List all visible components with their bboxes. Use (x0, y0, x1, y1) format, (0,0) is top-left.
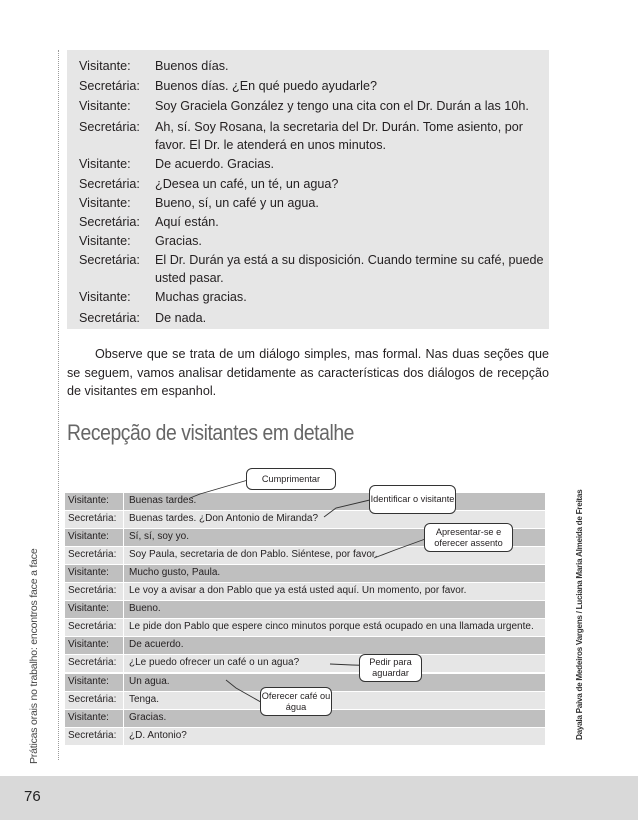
page-footer (0, 776, 638, 820)
utterance-text: El Dr. Durán ya está a su disposición. Cuando termine su café, puede usted pasar. (155, 253, 544, 285)
connector-apresentar (374, 538, 428, 558)
utterance-text: Muchas gracias. (155, 290, 247, 304)
utterance-text: Buenos días. (155, 59, 229, 73)
callout-pedir: Pedir para aguardar (359, 654, 422, 682)
utterance-cell: ¿Le puedo ofrecer un café o un agua? (129, 657, 300, 669)
callout-apresentar: Apresentar-se e oferecer assento (424, 523, 513, 552)
speaker-label: Visitante: (79, 59, 131, 73)
utterance-cell: Sí, sí, soy yo. (129, 531, 190, 543)
utterance-cell: ¿D. Antonio? (129, 729, 187, 741)
authors-vertical: Dayala Paiva de Medeiros Vargens / Luciana Maria Almeida de Freitas (575, 489, 584, 740)
utterance-cell: Gracias. (129, 711, 167, 723)
speaker-cell: Secretária: (68, 693, 117, 705)
running-title-vertical: Práticas orais no trabalho: encontros face a face (28, 548, 40, 764)
speaker-cell: Secretária: (68, 657, 117, 669)
utterance-text: Gracias. (155, 234, 202, 248)
callout-cumprimentar: Cumprimentar (246, 468, 336, 490)
speaker-cell: Visitante: (68, 639, 109, 651)
utterance-cell: Buenas tardes. ¿Don Antonio de Miranda? (129, 513, 319, 525)
utterance-cell: Soy Paula, secretaria de don Pablo. Siéntese, por favor. (129, 549, 378, 561)
utterance-cell: Bueno. (129, 603, 161, 615)
speaker-label: Visitante: (79, 99, 131, 113)
utterance-text: De acuerdo. Gracias. (155, 157, 274, 171)
speaker-cell: Visitante: (68, 711, 109, 723)
speaker-label: Secretária: (79, 253, 140, 267)
speaker-label: Secretária: (79, 177, 140, 191)
speaker-label: Visitante: (79, 157, 131, 171)
utterance-cell: Un agua. (129, 675, 170, 687)
speaker-label: Visitante: (79, 234, 131, 248)
utterance-cell: Le pide don Pablo que espere cinco minutos porque está ocupado en una llamada urgente. (129, 621, 534, 633)
speaker-cell: Secretária: (68, 729, 117, 741)
speaker-cell: Visitante: (68, 531, 109, 543)
speaker-label: Visitante: (79, 290, 131, 304)
utterance-cell: Tenga. (129, 693, 160, 705)
speaker-cell: Visitante: (68, 603, 109, 615)
speaker-label: Secretária: (79, 79, 140, 93)
callout-identificar: Identificar o visitante (369, 485, 456, 514)
speaker-label: Secretária: (79, 215, 140, 229)
utterance-text: Buenos días. ¿En qué puedo ayudarle? (155, 79, 377, 93)
connector-cumprimentar (190, 480, 248, 498)
utterance-text: Bueno, sí, un café y un agua. (155, 196, 319, 210)
utterance-cell: Buenas tardes. (129, 495, 197, 506)
speaker-cell: Secretária: (68, 585, 117, 597)
utterance-cell: Mucho gusto, Paula. (129, 567, 221, 579)
utterance-text: De nada. (155, 311, 207, 325)
utterance-cell: De acuerdo. (129, 639, 184, 651)
callout-oferecer: Oferecer café ou água (260, 687, 332, 716)
utterance-text: ¿Desea un café, un té, un agua? (155, 177, 339, 191)
utterance-cell: Le voy a avisar a don Pablo que ya está usted aquí. Un momento, por favor. (129, 585, 467, 597)
speaker-cell: Visitante: (68, 495, 109, 506)
speaker-label: Secretária: (79, 120, 140, 134)
speaker-cell: Secretária: (68, 513, 117, 525)
speaker-cell: Secretária: (68, 549, 117, 561)
utterance-text: Soy Graciela González y tengo una cita con el Dr. Durán a las 10h. (155, 99, 529, 113)
utterance-text: Aquí están. (155, 215, 219, 229)
body-paragraph: Observe que se trata de um diálogo simples, mas formal. Nas duas seções que se seguem, vamos analisar detidamente as características dos diálogos de recepção de visitantes em espanhol. (67, 347, 549, 398)
section-heading: Recepção de visitantes em detalhe (67, 420, 354, 445)
speaker-label: Secretária: (79, 311, 140, 325)
page-number: 76 (24, 788, 41, 805)
speaker-cell: Secretária: (68, 621, 117, 633)
speaker-cell: Visitante: (68, 567, 109, 579)
utterance-text: Ah, sí. Soy Rosana, la secretaria del Dr. Durán. Tome asiento, por favor. El Dr. le atenderá en unos minutos. (155, 120, 523, 152)
speaker-cell: Visitante: (68, 675, 109, 687)
speaker-label: Visitante: (79, 196, 131, 210)
connector-identificar (324, 499, 374, 517)
